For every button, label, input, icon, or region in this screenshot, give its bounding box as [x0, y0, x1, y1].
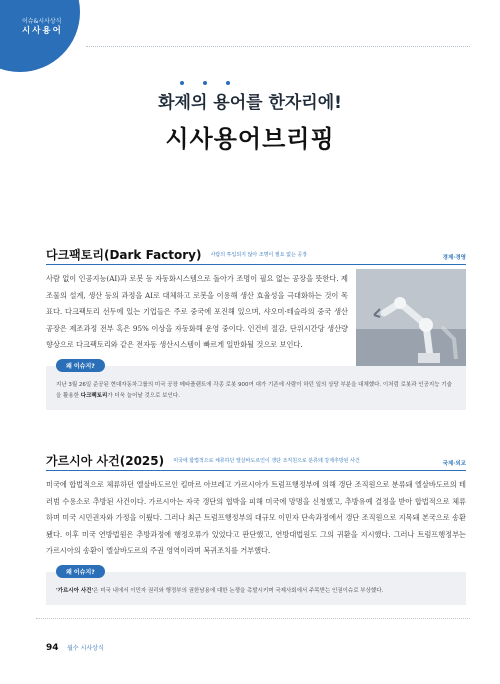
- term-section-garcia-case: [46, 450, 466, 605]
- section-rule: [46, 470, 466, 471]
- issue-box: [46, 568, 466, 605]
- term-definition: 사람 없이 인공지능(AI)과 로봇 등 자동화시스템으로 돌아가 조명이 필요 없는 공장을 뜻한다. 제조물의 설계, 생산 등의 과정을 AI로 대체하고 로봇을 이용해 생산 효율성을 극대화하는 것이 목표다. 다크팩토리 선두에 있는 기업들은 주로 중국에 포진해 있으며, 샤오미·테슬라의 중국 생산공장은 제조과정 전부 혹은 95% 이상을 자동화해 운영 중이다. 인건비 절감, 단위시간당 생산량 향상으로 다크팩토리와 같은 전자동 생산시스템이 빠르게 일반화될 것으로 보인다.: [46, 274, 348, 349]
- top-dotted-rule: [86, 46, 470, 47]
- issue-box: [46, 362, 466, 410]
- issue-text: 지난 3월 26일 준공된 현대자동차그룹의 미국 공장 메타플랜트에 각종 로봇 900여 대가 기존에 사람이 하던 일의 상당 부분을 대체했다. 이처럼 로봇과 인공지능 기술을 활용한 다크팩토리가 더욱 늘어날 것으로 보인다.: [56, 381, 452, 399]
- footer-rule: [36, 618, 470, 619]
- page-header: [0, 88, 500, 154]
- section-description: 미국에 합법적으로 체류하던 엘살바도르인이 갱단 조직원으로 분류돼 강제추방된 사건: [173, 458, 360, 464]
- section-title: 가르시아 사건(2025): [46, 454, 165, 468]
- corner-main-label: 시사용어: [22, 25, 63, 36]
- page-number: 94: [46, 643, 59, 653]
- category-tag: 경제·경영: [442, 255, 466, 261]
- category-tag: 국제·외교: [442, 461, 466, 467]
- emphasis-dots: [158, 81, 342, 87]
- header-subtitle: [158, 88, 342, 113]
- corner-sub-label: 이슈&시사상식: [22, 18, 62, 25]
- page-footer: [46, 643, 104, 653]
- issue-highlight: 다크팩토리: [80, 392, 108, 399]
- page-title: 시사용어브리핑: [165, 125, 335, 153]
- corner-label: [22, 18, 63, 37]
- publication-name: 월수 시사상식: [67, 645, 104, 652]
- section-title: 다크팩토리(Dark Factory): [46, 248, 202, 262]
- issue-text: '가르시아 사건'은 미국 내에서 이민자 권리와 행정부의 권한남용에 대한 논쟁을 촉발시키며 국제사회에서 주목받는 인권이슈로 부상했다.: [56, 587, 384, 594]
- section-description: 사람의 투입되지 않아 조명이 필요 없는 공장: [210, 252, 308, 258]
- header-subtitle-text: 화제의 용어를 한자리에!: [158, 93, 342, 113]
- section-header: [46, 244, 466, 262]
- term-section-dark-factory: [46, 244, 466, 410]
- term-definition: 미국에 합법적으로 체류하던 엘살바도르인 킬마르 아브레고 가르시아가 트럼프행정부에 의해 갱단 조직원으로 분류돼 엘살바도르의 테러범 수용소로 추방된 사건이다. 가르시아는 자국 갱단의 협박을 피해 미국에 망명을 신청했고, 추방유예 결정을 받아 합법적으로 체류하며 미국 시민권자와 가정을 이뤘다. 그러나 최근 트럼프행정부의 대규모 이민자 단속과정에서 갱단 조직원으로 지목돼 본국으로 송환됐다. 이후 미국 연방법원은 추방과정에 행정오류가 있었다고 판단했고, 연방대법원도 그의 귀환을 지시했다. 그러나 트럼프행정부는 가르시아의 송환이 엘살바도르의 주권 영역이라며 복귀조치를 거부했다.: [46, 480, 466, 555]
- issue-badge: 왜 이슈지?: [56, 565, 105, 578]
- issue-highlight: '가르시아 사건': [56, 587, 94, 594]
- issue-badge: 왜 이슈지?: [56, 359, 105, 372]
- section-header: [46, 450, 466, 468]
- section-rule: [46, 264, 466, 265]
- robot-arm-photo: [356, 269, 466, 367]
